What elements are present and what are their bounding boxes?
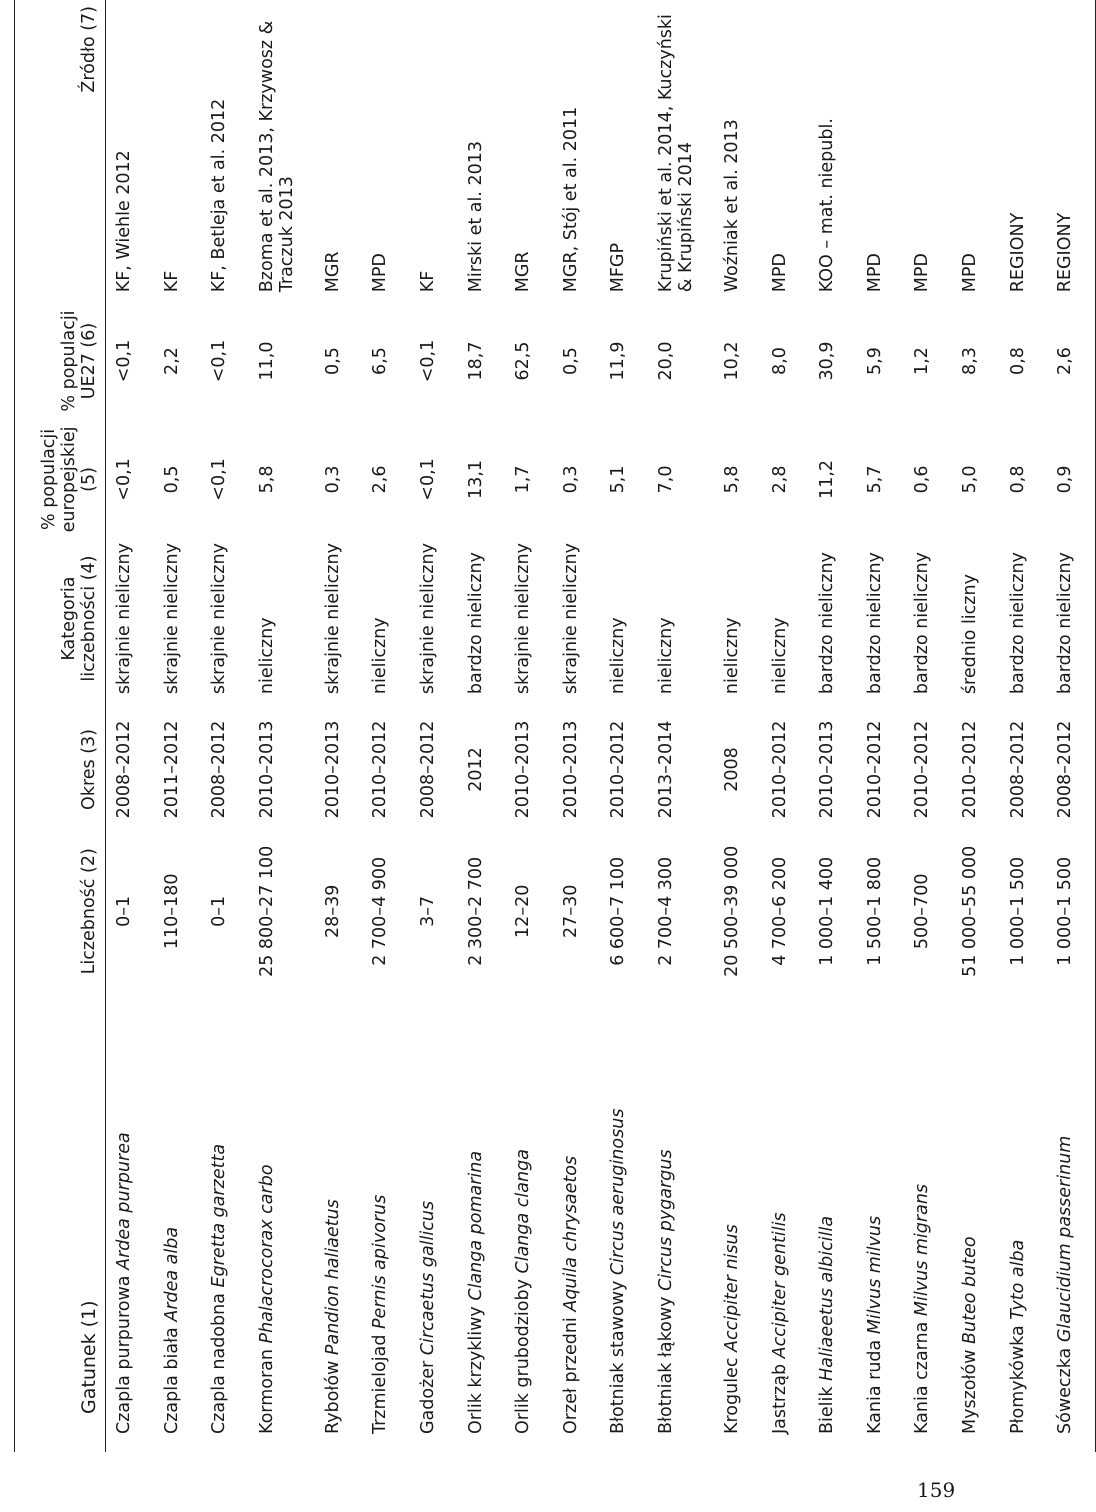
species-latin-name: Aquila chrysaetos (560, 1155, 581, 1312)
count-cell: 28–39 (322, 884, 343, 938)
period-cell: 2010–2013 (560, 720, 581, 819)
table-row (904, 0, 952, 1452)
ue27-percent-cell: 10,2 (721, 341, 742, 381)
source-cell: REGIONY (1047, 0, 1095, 300)
species-common-name: Jastrząb (769, 1358, 790, 1434)
source-cell: MPD (912, 253, 933, 293)
source-cell: KF, Wiehle 2012 (114, 150, 134, 293)
eu-percent-cell: <0,1 (209, 458, 230, 501)
species-latin-name: Phalacrocorax carbo (256, 1164, 277, 1344)
category-cell: skrajnie nieliczny (114, 543, 134, 695)
species-cell (154, 986, 202, 1452)
eu-percent-cell: 7,0 (655, 465, 676, 494)
table-row (809, 0, 857, 1452)
period-cell: 2008 (721, 747, 742, 792)
header-eu-percent: % populacji europejskiej (5) (15, 416, 106, 537)
count-cell: 25 800–27 100 (256, 845, 277, 977)
species-cell (648, 986, 714, 1452)
eu-percent-cell: 0,8 (1007, 465, 1028, 494)
category-cell: skrajnie nieliczny (161, 543, 182, 695)
count-cell: 1 000–1 500 (1007, 856, 1028, 966)
source-cell: MPD (370, 253, 391, 293)
period-cell: 2010–2012 (608, 720, 629, 819)
count-cell: 1 000–1 500 (1047, 831, 1095, 986)
eu-percent-cell: 0,3 (560, 465, 581, 494)
period-cell: 2010–2013 (256, 720, 277, 819)
category-cell: nieliczny (769, 617, 790, 695)
period-cell: 2008–2012 (417, 720, 438, 819)
table-row (505, 0, 553, 1452)
species-latin-name: Circus aeruginosus (608, 1108, 629, 1276)
source-cell: MGR, Stój et al. 2011 (560, 106, 581, 293)
table-row (553, 0, 601, 1452)
source-cell: Krupiński et al. 2014, Kuczyński & Krupiński 2014 (655, 14, 696, 293)
table-row (1000, 0, 1048, 1452)
source-cell: Woźniak et al. 2013 (721, 119, 742, 293)
ue27-percent-cell: 0,8 (1007, 347, 1028, 375)
species-common-name: Bielik (817, 1380, 838, 1434)
species-common-name: Błotniak stawowy (608, 1275, 629, 1434)
species-cell (857, 986, 905, 1452)
source-cell: MGR (322, 251, 343, 293)
source-cell: MPD (769, 253, 790, 293)
species-latin-name: Milvus milvus (864, 1215, 885, 1335)
species-cell (1047, 986, 1095, 1452)
header-source: Źródło (7) (15, 0, 106, 300)
species-common-name: Krogulec (721, 1351, 742, 1434)
count-cell: 2 700–4 300 (655, 856, 676, 966)
period-cell: 2011–2012 (161, 720, 182, 819)
source-cell: Bzoma et al. 2013, Krzywosz & Traczuk 2013 (256, 20, 297, 293)
species-cell (362, 986, 410, 1452)
category-cell: skrajnie nieliczny (209, 543, 230, 695)
count-cell: 110–180 (161, 873, 182, 950)
category-cell: nieliczny (721, 617, 742, 695)
period-cell: 2010–2012 (912, 720, 933, 819)
source-cell: KF (161, 270, 182, 293)
species-common-name: Orzeł przedni (560, 1311, 581, 1434)
ue27-percent-cell: <0,1 (209, 339, 230, 383)
period-cell: 2012 (465, 747, 486, 792)
eu-percent-cell: <0,1 (114, 458, 134, 501)
species-common-name: Orlik grubodzioby (513, 1273, 534, 1434)
category-cell: nieliczny (370, 617, 391, 695)
species-common-name: Sóweczka (1055, 1342, 1076, 1434)
source-cell: KF (417, 270, 438, 293)
count-cell: 1 000–1 400 (817, 856, 838, 966)
species-latin-name: Ardea purpurea (114, 1132, 134, 1270)
species-common-name: Rybołów (322, 1355, 343, 1434)
category-cell: bardzo nieliczny (912, 552, 933, 695)
count-cell: 1 500–1 800 (864, 856, 885, 966)
header-period: Okres (3) (15, 702, 106, 831)
species-latin-name: Ardea alba (161, 1226, 182, 1322)
eu-percent-cell: 0,9 (1047, 416, 1095, 537)
category-cell: bardzo nieliczny (465, 552, 486, 695)
species-latin-name: Milvus migrans (912, 1183, 933, 1317)
table-row (315, 0, 363, 1452)
ue27-percent-cell: 62,5 (513, 341, 534, 381)
eu-percent-cell: 0,3 (322, 465, 343, 494)
ue27-percent-cell: 8,3 (959, 347, 980, 375)
period-cell: 2008–2012 (1047, 702, 1095, 831)
period-cell: 2010–2012 (769, 720, 790, 819)
table-row (857, 0, 905, 1452)
ue27-percent-cell: 1,2 (912, 347, 933, 375)
species-latin-name: Accipiter gentilis (769, 1212, 790, 1359)
header-ue27-percent: % populacji UE27 (6) (15, 300, 106, 416)
ue27-percent-cell: 8,0 (769, 347, 790, 375)
ue27-percent-cell: 30,9 (817, 341, 838, 381)
species-common-name: Czapla purpurowa (114, 1269, 134, 1434)
period-cell: 2008–2012 (114, 720, 134, 819)
source-cell: KOO – mat. niepubl. (817, 118, 838, 293)
category-cell: skrajnie nieliczny (417, 543, 438, 695)
species-latin-name: Circus pygargus (655, 1149, 676, 1291)
category-cell: skrajnie nieliczny (513, 543, 534, 695)
species-latin-name: Circaetus gallicus (417, 1200, 438, 1356)
species-cell (714, 986, 762, 1452)
species-common-name: Kania czarna (912, 1316, 933, 1434)
ue27-percent-cell: 0,5 (322, 347, 343, 375)
table-row (201, 0, 249, 1452)
period-cell: 2008–2012 (209, 720, 230, 819)
ue27-percent-cell: 20,0 (655, 341, 676, 381)
category-cell: bardzo nieliczny (1007, 552, 1028, 695)
count-cell: 20 500–39 000 (721, 845, 742, 977)
source-cell: MPD (959, 253, 980, 293)
source-cell: MPD (864, 253, 885, 293)
table-row (952, 0, 1000, 1452)
period-cell: 2008–2012 (1007, 720, 1028, 819)
table-row (154, 0, 202, 1452)
species-latin-name: Accipiter nisus (721, 1224, 742, 1352)
species-cell (201, 986, 249, 1452)
table-row (410, 0, 458, 1452)
count-cell: 500–700 (912, 873, 933, 950)
species-latin-name: Pandion haliaetus (322, 1199, 343, 1356)
category-cell: bardzo nieliczny (864, 552, 885, 695)
species-cell (106, 986, 154, 1452)
species-cell (762, 986, 810, 1452)
category-cell: nieliczny (608, 617, 629, 695)
species-common-name: Myszołów (959, 1343, 980, 1434)
period-cell: 2010–2012 (959, 720, 980, 819)
eu-percent-cell: 0,6 (912, 465, 933, 494)
ue27-percent-cell: <0,1 (417, 339, 438, 383)
eu-percent-cell: 1,7 (513, 465, 534, 494)
ue27-percent-cell: 2,6 (1047, 300, 1095, 416)
header-count: Liczebność (2) (15, 831, 106, 986)
ue27-percent-cell: 5,9 (864, 347, 885, 375)
eu-percent-cell: <0,1 (417, 458, 438, 501)
count-cell: 0–1 (209, 895, 230, 927)
period-cell: 2010–2013 (322, 720, 343, 819)
source-cell: MGR (513, 251, 534, 293)
species-latin-name: Glaucidium passerinum (1055, 1135, 1076, 1343)
species-common-name: Kania ruda (864, 1334, 885, 1434)
category-cell: bardzo nieliczny (817, 552, 838, 695)
category-cell: skrajnie nieliczny (322, 543, 343, 695)
table-row (1047, 0, 1095, 1452)
species-cell (904, 986, 952, 1452)
ue27-percent-cell: 18,7 (465, 341, 486, 381)
species-latin-name: Clanga pomarina (465, 1150, 486, 1301)
count-cell: 51 000–55 000 (959, 845, 980, 977)
category-cell: średnio liczny (959, 574, 980, 695)
table-row (714, 0, 762, 1452)
species-common-name: Błotniak łąkowy (655, 1290, 676, 1434)
species-latin-name: Pernis apivorus (370, 1194, 391, 1329)
table-row (648, 0, 714, 1452)
species-cell (458, 986, 506, 1452)
category-cell: nieliczny (655, 617, 676, 695)
species-cell (505, 986, 553, 1452)
species-common-name: Orlik krzykliwy (465, 1300, 486, 1434)
eu-percent-cell: 5,0 (959, 465, 980, 494)
species-common-name: Gadożer (417, 1355, 438, 1434)
table-row (106, 0, 154, 1452)
species-cell (315, 986, 363, 1452)
species-latin-name: Tyto alba (1007, 1239, 1028, 1320)
category-cell: bardzo nieliczny (1047, 537, 1095, 702)
source-cell: Mirski et al. 2013 (465, 140, 486, 293)
eu-percent-cell: 2,6 (370, 465, 391, 494)
ue27-percent-cell: 2,2 (161, 347, 182, 375)
ue27-percent-cell: 0,5 (560, 347, 581, 375)
species-latin-name: Egretta garzetta (209, 1143, 230, 1288)
eu-percent-cell: 13,1 (465, 459, 486, 499)
count-cell: 6 600–7 100 (608, 856, 629, 966)
period-cell: 2010–2012 (864, 720, 885, 819)
category-cell: nieliczny (256, 617, 277, 695)
source-cell: REGIONY (1007, 212, 1028, 293)
period-cell: 2013–2014 (655, 720, 676, 819)
ue27-percent-cell: 6,5 (370, 347, 391, 375)
species-latin-name: Haliaeetus albicilla (817, 1215, 838, 1381)
eu-percent-cell: 5,1 (608, 465, 629, 494)
species-cell (952, 986, 1000, 1452)
species-cell (553, 986, 601, 1452)
eu-percent-cell: 0,5 (161, 465, 182, 494)
species-cell (249, 986, 315, 1452)
species-common-name: Czapla biała (161, 1321, 182, 1434)
table-row (600, 0, 648, 1452)
period-cell: 2010–2013 (513, 720, 534, 819)
species-common-name: Trzmielojad (370, 1329, 391, 1434)
eu-percent-cell: 5,7 (864, 465, 885, 494)
source-cell: KF, Betleja et al. 2012 (209, 98, 230, 293)
eu-percent-cell: 11,2 (817, 459, 838, 499)
header-species: Gatunek (1) (15, 986, 106, 1452)
species-common-name: Kormoran (256, 1343, 277, 1434)
species-table (14, 0, 1096, 1452)
species-cell (809, 986, 857, 1452)
ue27-percent-cell: <0,1 (114, 339, 134, 383)
period-cell: 2010–2012 (370, 720, 391, 819)
count-cell: 27–30 (560, 884, 581, 938)
ue27-percent-cell: 11,9 (608, 341, 629, 381)
species-cell (1000, 986, 1048, 1452)
eu-percent-cell: 5,8 (721, 465, 742, 494)
category-cell: skrajnie nieliczny (560, 543, 581, 695)
page-number: 159 (917, 1478, 956, 1502)
period-cell: 2010–2013 (817, 720, 838, 819)
source-cell: MFGP (608, 242, 629, 293)
table-row (458, 0, 506, 1452)
table-row (762, 0, 810, 1452)
header-category: Kategoria liczebności (4) (15, 537, 106, 702)
eu-percent-cell: 5,8 (256, 465, 277, 494)
species-common-name: Czapla nadobna (209, 1287, 230, 1434)
table-row (362, 0, 410, 1452)
eu-percent-cell: 2,8 (769, 465, 790, 494)
count-cell: 2 300–2 700 (465, 856, 486, 966)
species-cell (600, 986, 648, 1452)
count-cell: 2 700–4 900 (370, 856, 391, 966)
table-header-row (15, 0, 106, 1452)
species-common-name: Płomykówka (1007, 1319, 1028, 1434)
ue27-percent-cell: 11,0 (256, 341, 277, 381)
count-cell: 3–7 (417, 895, 438, 927)
table-row (249, 0, 315, 1452)
species-latin-name: Clanga clanga (513, 1149, 534, 1274)
species-latin-name: Buteo buteo (959, 1236, 980, 1344)
count-cell: 12–20 (513, 884, 534, 938)
count-cell: 0–1 (114, 895, 134, 927)
species-cell (410, 986, 458, 1452)
count-cell: 4 700–6 200 (769, 856, 790, 966)
